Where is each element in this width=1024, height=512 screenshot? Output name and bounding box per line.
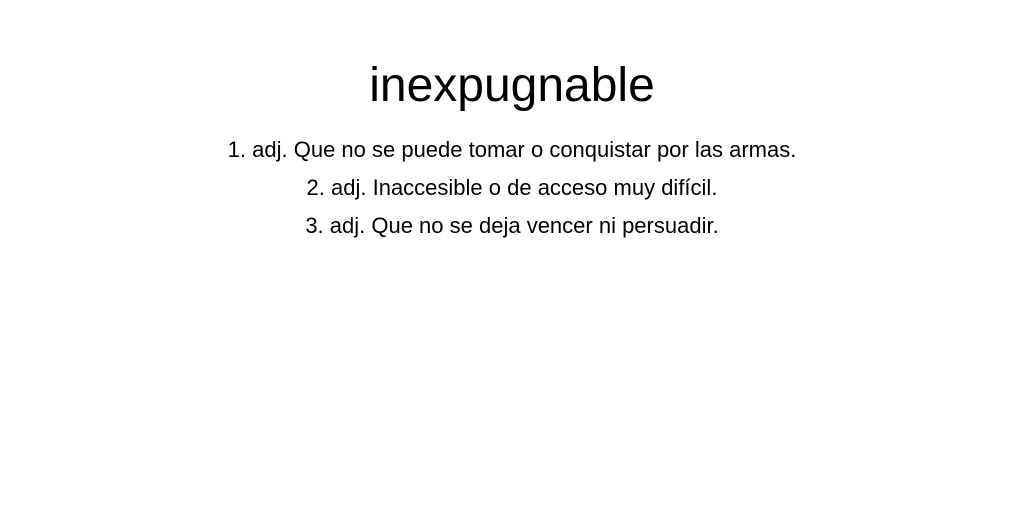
definition-1: 1. adj. Que no se puede tomar o conquistar por las armas. (227, 137, 797, 162)
headword: inexpugnable (369, 59, 655, 112)
definition-3: 3. adj. Que no se deja vencer ni persuadir. (305, 213, 719, 238)
definition-2: 2. adj. Inaccesible o de acceso muy difícil. (306, 175, 718, 200)
definition-list (0, 131, 1024, 245)
